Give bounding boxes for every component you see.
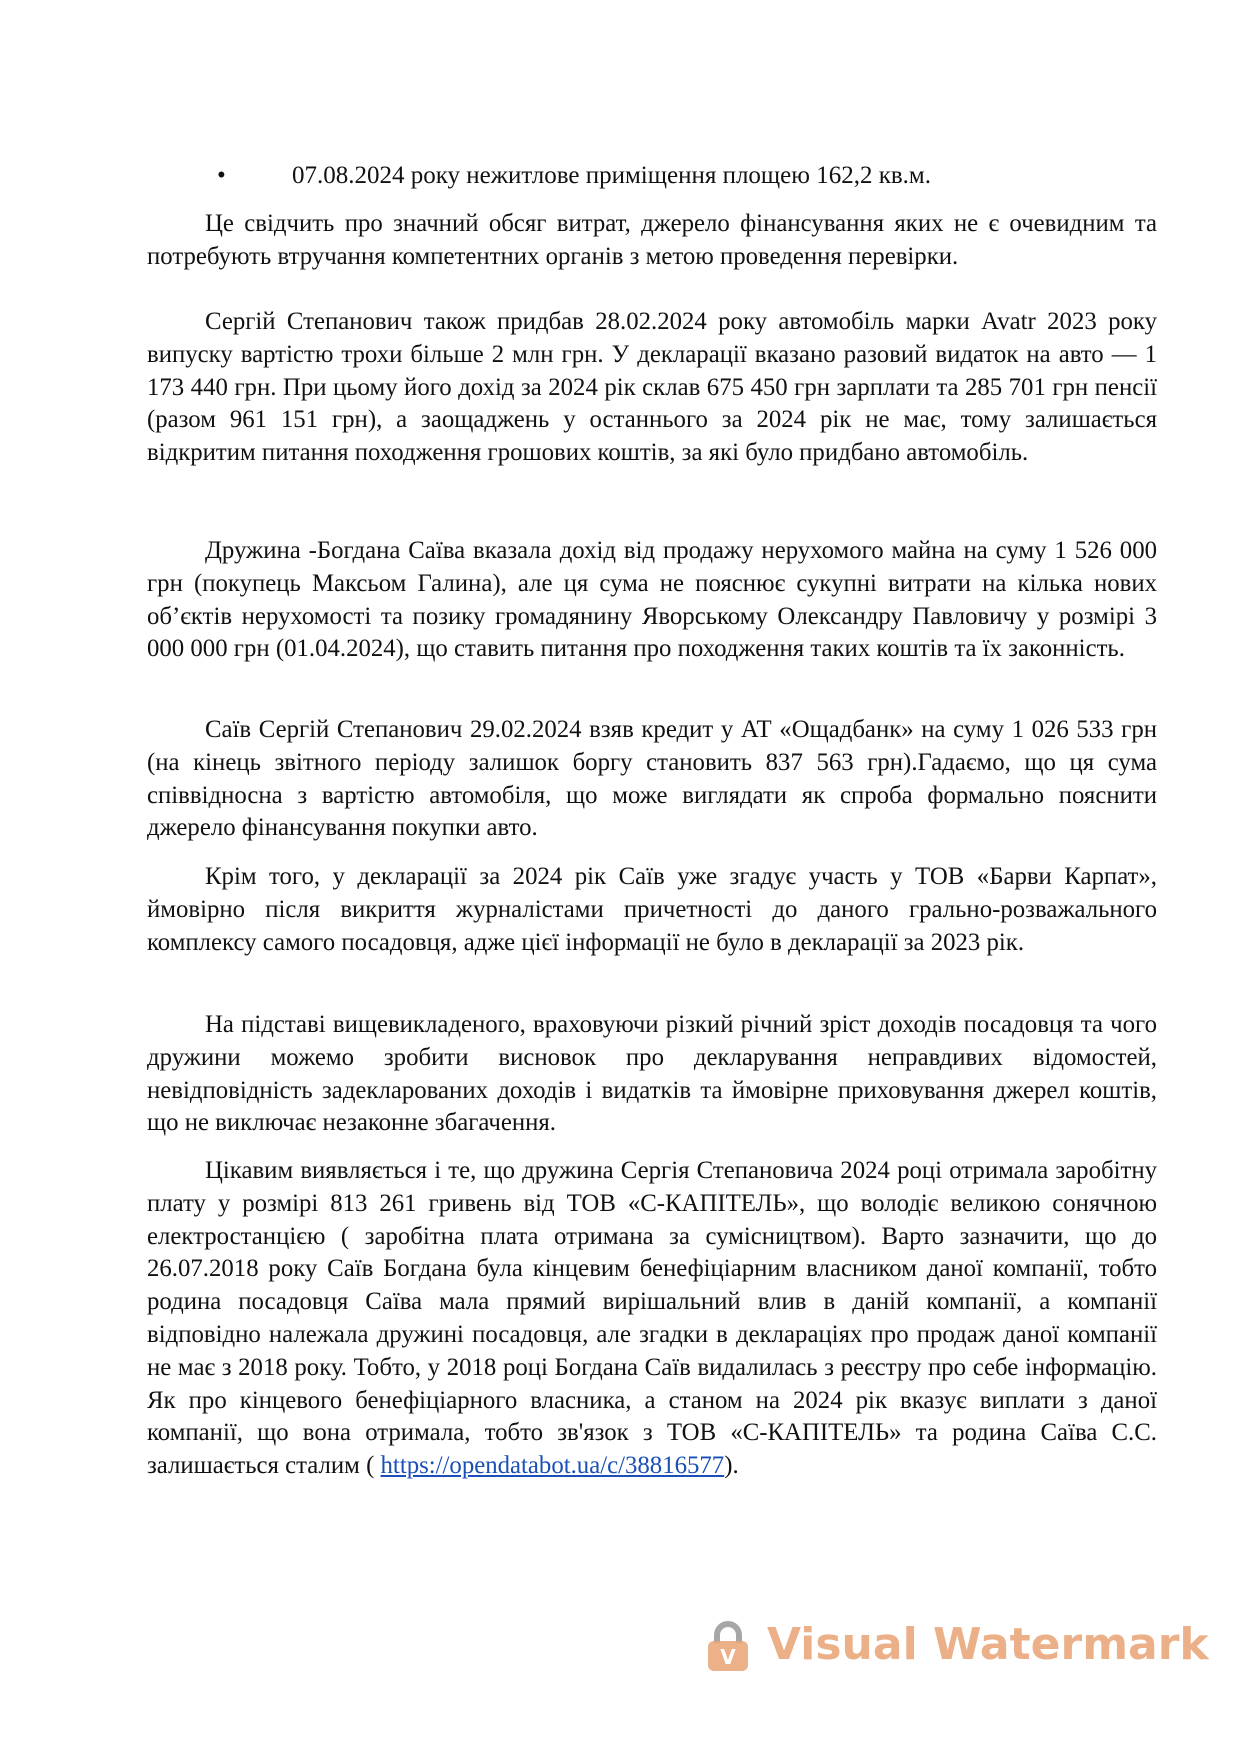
bullet-symbol: • [217, 162, 226, 189]
paragraph-5: Крім того, у декларації за 2024 рік Саїв уже згадує участь у ТОВ «Барви Карпат», ймовірно після викриття журналістами причетності до даного грально-розважального комплексу самого посадовця, адже цієї інформації не було в декларації за 2023 рік. [147, 863, 1157, 956]
paragraph-1: Це свідчить про значний обсяг витрат, джерело фінансування яких не є очевидним та потребують втручання компетентних органів з метою проведення перевірки. [147, 210, 1157, 270]
paragraph-6: На підставі вищевикладеного, враховуючи різкий річний зріст доходів посадовця та чого дружини можемо зробити висновок про декларування неправдивих відомостей, невідповідність задекларованих доходів і видатків та ймовірне приховування джерел коштів, що не виключає незаконне збагачення. [147, 1011, 1157, 1137]
paragraph-7 [147, 1155, 1157, 1483]
paragraph-7-tail: ). [724, 1452, 739, 1480]
paragraph-3: Дружина -Богдана Саїва вказала дохід від продажу нерухомого майна на суму 1 526 000 грн (покупець Максьом Галина), але ця сума не пояснює сукупні витрати на кілька нових об’єктів нерухомості та позику громадянину Яворському Олександру Павловичу у розмірі 3 000 000 грн (01.04.2024), що ставить питання про походження таких коштів та їх законність. [147, 537, 1157, 663]
watermark-icon-letter: V [720, 1645, 736, 1669]
watermark-text: Visual Watermark [767, 1619, 1209, 1670]
opendatabot-link[interactable]: https://opendatabot.ua/c/38816577 [380, 1452, 725, 1480]
visual-watermark [705, 1611, 1209, 1681]
paragraph-7-text: Цікавим виявляється і те, що дружина Сергія Степановича 2024 році отримала заробітну плату у розмірі 813 261 гривень від ТОВ «С-КАПІТЕЛЬ», що володіє великою сонячною електростанцією ( заробітна плата отримана за сумісництвом). Варто зазначити, що до 26.07.2018 року Саїв Богдана була кінцевим бенефіціарним власником даної компанії, тобто родина посадовця Саїва мала прямий вирішальний влив в даній компанії, а компанії відповідно належала дружині посадовця, але згадки в деклараціях про продаж даної компанії не має з 2018 року. Тобто, у 2018 році Богдана Саїв видалилась з реєстру про себе інформацію. Як про кінцевого бенефіціарного власника, а станом на 2024 рік вказує виплати з даної компанії, що вона отримала, тобто зв'язок з ТОВ «С-КАПІТЕЛЬ» та родина Саїва С.С. залишається сталим ( [147, 1157, 1157, 1480]
paragraph-2: Сергій Степанович також придбав 28.02.2024 року автомобіль марки Avatr 2023 року випуску вартістю трохи більше 2 млн грн. У декларації вказано разовий видаток на авто — 1 173 440 грн. При цьому його дохід за 2024 рік склав 675 450 грн зарплати та 285 701 грн пенсії (разом 961 151 грн), а заощаджень у останнього за 2024 рік не має, тому залишається відкритим питання походження грошових коштів, за які було придбано автомобіль. [147, 308, 1157, 467]
paragraph-4: Саїв Сергій Степанович 29.02.2024 взяв кредит у АТ «Ощадбанк» на суму 1 026 533 грн (на кінець звітного періоду залишок боргу становить 837 563 грн).Гадаємо, що ця сума співвідносна з вартістю автомобіля, що може виглядати як спроба формально пояснити джерело фінансування покупки авто. [147, 716, 1157, 842]
padlock-icon [705, 1621, 751, 1673]
bullet-text: 07.08.2024 року нежитлове приміщення площею 162,2 кв.м. [292, 162, 931, 189]
